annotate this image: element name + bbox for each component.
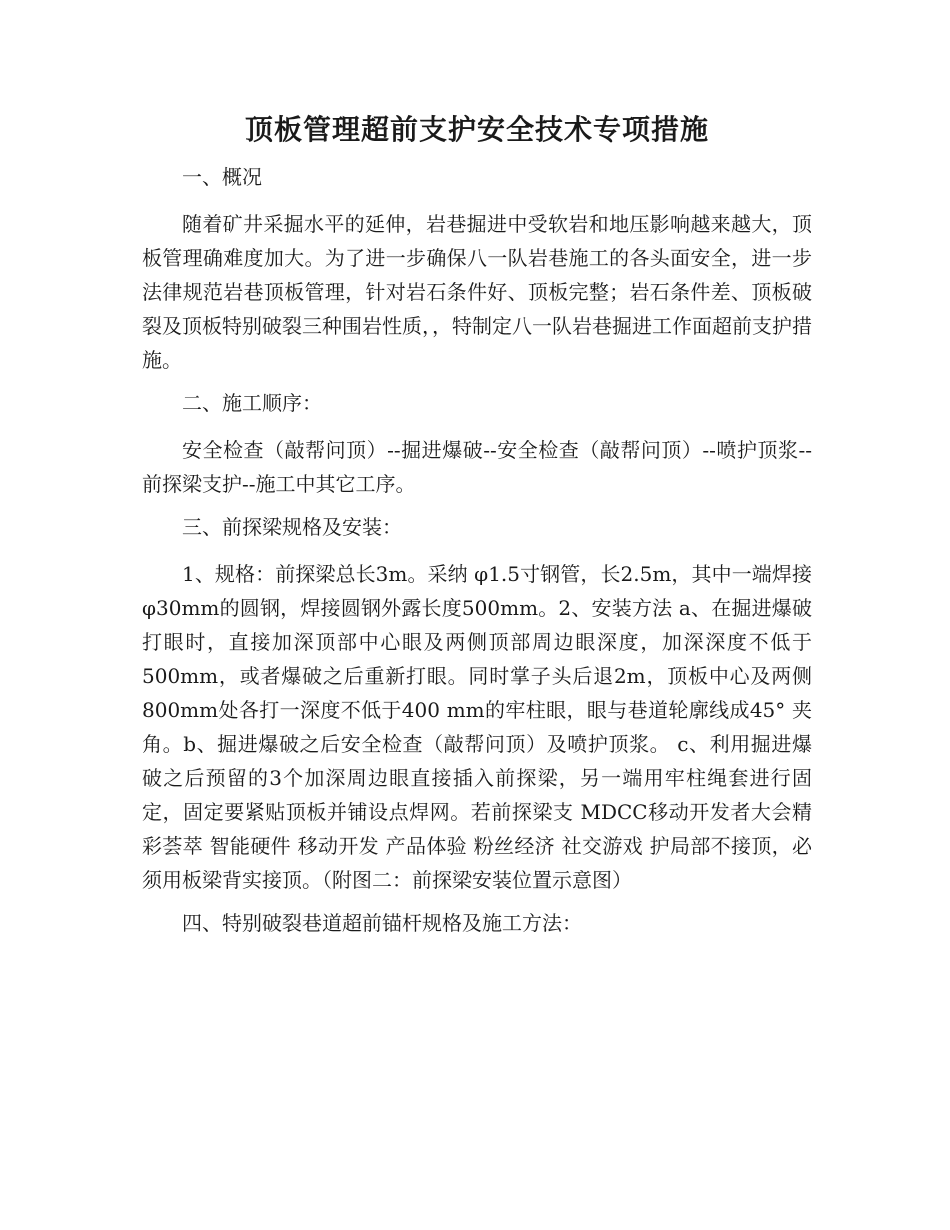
section-heading-sequence: 二、施工顺序： — [182, 391, 322, 415]
section-heading-overview: 一、概况 — [182, 165, 262, 189]
spacer — [142, 897, 812, 908]
spacer — [142, 193, 812, 207]
document-page — [142, 110, 812, 939]
section-paragraph-overview: 随着矿井采掘水平的延伸，岩巷掘进中受软岩和地压影响越来越大，顶板管理确难度加大。为了进一步确保八一队岩巷施工的各头面安全，进一步法律规范岩巷顶板管理，针对岩石条件好、顶板完整；岩石条件差、顶板破裂及顶板特别破裂三种围岩性质，，特制定八一队岩巷掘进工作面超前支护措施。 — [142, 212, 812, 372]
section-paragraph-sequence: 安全检查（敲帮问顶）--掘进爆破--安全检查（敲帮问顶）--喷护顶浆--前探梁支护--施工中其它工序。 — [142, 438, 812, 496]
section-heading-beam: 三、前探梁规格及安装： — [182, 515, 402, 539]
spacer — [142, 377, 812, 388]
section-heading-anchor: 四、特别破裂巷道超前锚杆规格及施工方法： — [182, 911, 582, 935]
spacer — [142, 501, 812, 512]
spacer — [142, 543, 812, 557]
document-title: 顶板管理超前支护安全技术专项措施 — [244, 113, 709, 146]
spacer — [142, 419, 812, 433]
section-paragraph-beam: 1、规格：前探梁总长3m。采纳 φ1.5寸钢管，长2.5m，其中一端焊接 φ30mm的圆钢，焊接圆钢外露长度500mm。2、安装方法 a、在掘进爆破打眼时，直接加深顶部中心眼及两侧顶部周边眼深度，加深深度不低于500mm，或者爆破之后重新打眼。同时掌子头后退2m，顶板中心及两侧800mm处各打一深度不低于400 mm的牢柱眼，眼与巷道轮廓线成45° 夹角。b、掘进爆破之后安全检查（敲帮问顶）及喷护顶浆。 c、利用掘进爆破之后预留的3个加深周边眼直接插入前探梁，另一端用牢柱绳套进行固定，固定要紧贴顶板并铺设点焊网。若前探梁支 MDCC移动开发者大会精彩荟萃 智能硬件 移动开发 产品体验 粉丝经济 社交游戏 护局部不接顶，必须用板梁背实接顶。（附图二：前探梁安装位置示意图） — [142, 562, 812, 892]
